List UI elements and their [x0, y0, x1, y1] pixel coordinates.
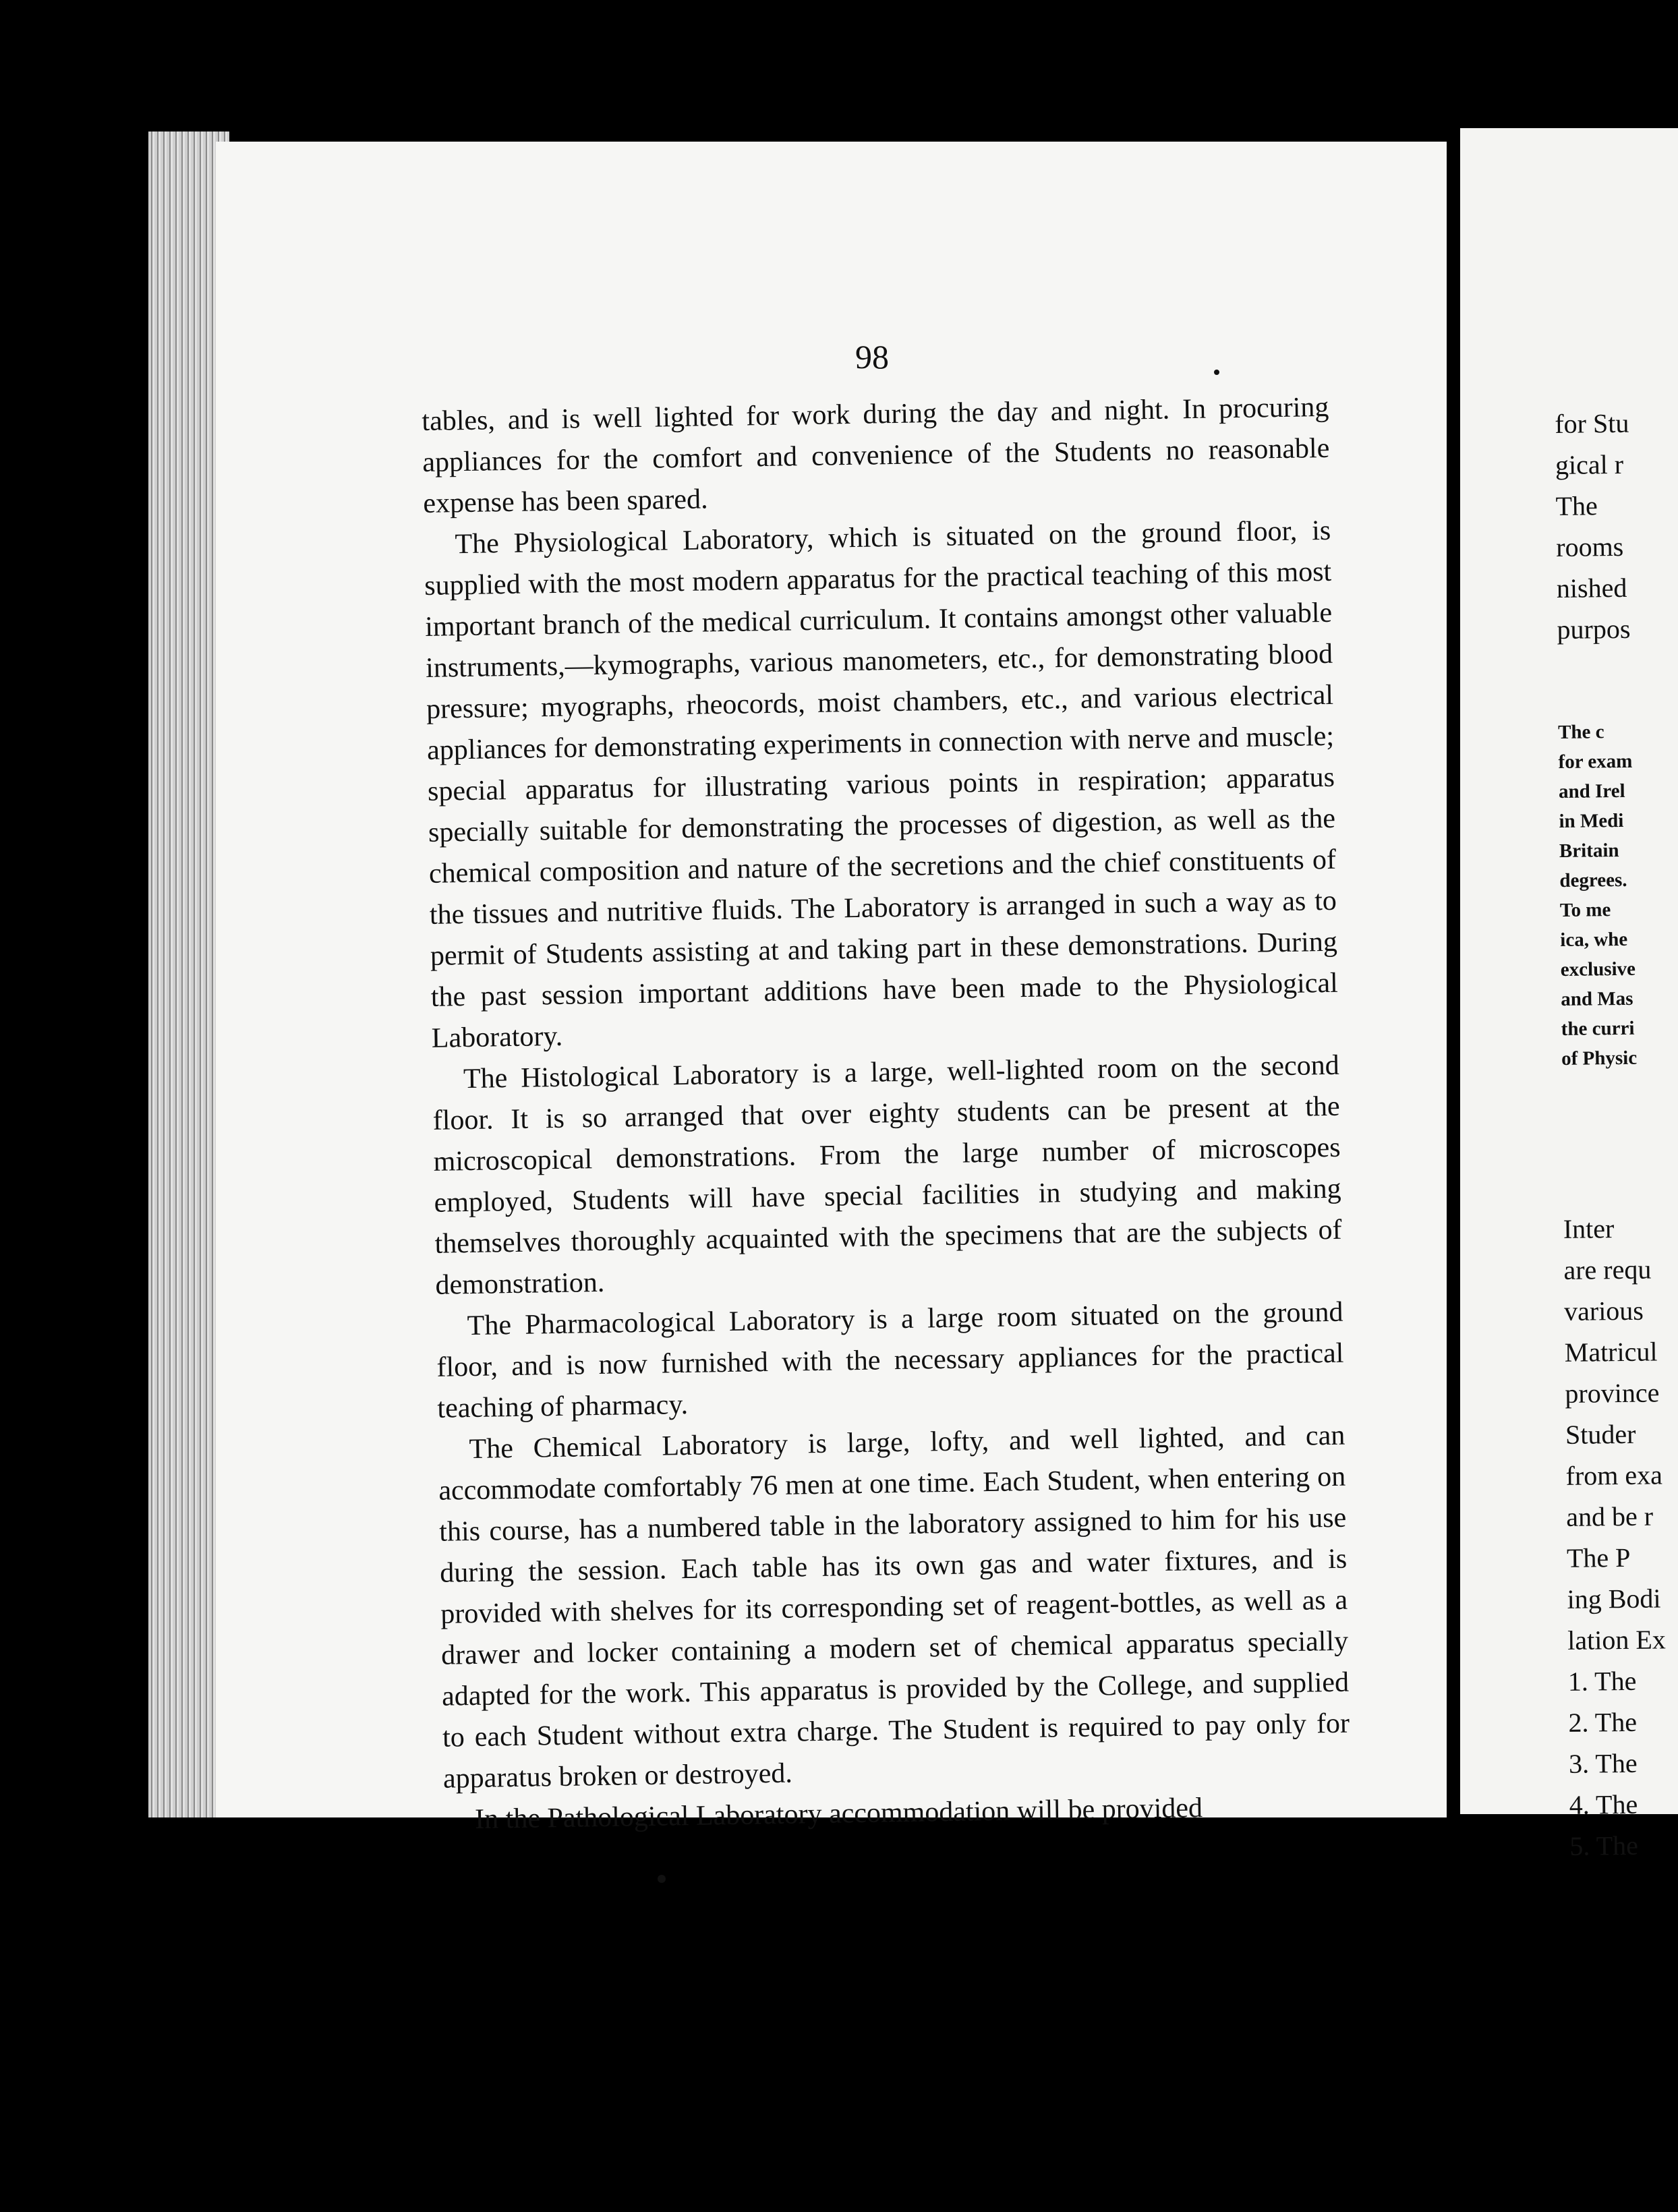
- body-text: [422, 387, 1351, 1841]
- right-line: 2. The: [1568, 1706, 1638, 1738]
- ink-speck: [658, 1875, 666, 1883]
- paragraph-pharmacological-laboratory: The Pharmacological Laboratory is a large room situated on the ground floor, and is now furnished with the necessary appliances for the practical teaching of pharmacy.: [436, 1296, 1344, 1424]
- right-small-line: in Medi: [1559, 809, 1624, 832]
- page-number: 98: [855, 338, 889, 376]
- right-line: 5. The: [1569, 1830, 1639, 1861]
- right-small-line: exclusive: [1560, 958, 1636, 981]
- right-small-line: and Irel: [1558, 780, 1625, 803]
- paragraph-continuation: tables, and is well lighted for work during the day and night. In procuring appliances for the comfort and convenience of the Students no reasonable expense has been spared.: [422, 391, 1330, 519]
- right-line: ing Bodi: [1567, 1583, 1661, 1614]
- right-line: lation Ex: [1567, 1624, 1666, 1656]
- right-page-text: [1555, 402, 1668, 1866]
- right-line: various: [1563, 1295, 1644, 1327]
- right-line: 4. The: [1569, 1788, 1638, 1820]
- right-small-line: To me: [1559, 899, 1611, 921]
- right-line: nished: [1556, 572, 1627, 604]
- paragraph-chemical-laboratory: The Chemical Laboratory is large, lofty, and well lighted, and can accommodate comfortably 76 men at one time. Each Student, when entering on this course, has a numbered table in the laboratory assigned to him for his use during the session. Each table has its own gas and water fixtures, and is provided with shelves for its corresponding set of reagent-bottles, as well as a drawer and locker containing a modern set of chemical apparatus specially adapted for the work. This apparatus is provided by the College, and supplied to each Student without extra charge. The Student is required to pay only for apparatus broken or destroyed.: [438, 1420, 1350, 1795]
- right-small-line: and Mas: [1561, 987, 1633, 1010]
- right-line: purpos: [1557, 613, 1631, 645]
- paragraph-pathological-laboratory: In the Pathological Laboratory accommodation will be provided: [474, 1793, 1203, 1836]
- right-line: Studer: [1565, 1418, 1636, 1450]
- right-small-line: of Physic: [1561, 1047, 1638, 1070]
- ink-speck: [1214, 370, 1219, 375]
- right-small-line: The c: [1557, 721, 1604, 743]
- right-line: 3. The: [1568, 1747, 1638, 1779]
- right-small-line: ica, whe: [1560, 928, 1628, 951]
- right-small-line: Britain: [1559, 840, 1619, 862]
- spacer: [1557, 649, 1656, 718]
- right-line: The: [1555, 490, 1598, 521]
- right-small-line: degrees.: [1559, 869, 1627, 892]
- right-line: Inter: [1563, 1213, 1615, 1244]
- spacer: [1561, 1072, 1661, 1209]
- paragraph-histological-laboratory: The Histological Laboratory is a large, well-lighted room on the second floor. It is so arranged that over eighty students can be present at the microscopical demonstrations. From the large number of microscopes employed, Students will have special facilities in studying and making themselves thoroughly acquainted with the specimens that are the subjects of demonstration.: [432, 1049, 1342, 1301]
- right-line: are requ: [1563, 1254, 1652, 1285]
- right-line: province: [1565, 1377, 1660, 1409]
- right-line: for Stu: [1555, 407, 1629, 439]
- right-line: from exa: [1565, 1459, 1663, 1491]
- right-line: and be r: [1566, 1501, 1654, 1532]
- right-line: gical r: [1555, 448, 1624, 480]
- right-line: The P: [1566, 1542, 1631, 1573]
- right-line: 1. The: [1567, 1665, 1637, 1697]
- paragraph-physiological-laboratory: The Physiological Laboratory, which is situated on the ground floor, is supplied with the most modern apparatus for the practical teaching of this most important branch of the medical curriculum. It contains amongst other valuable instruments,—kymographs, various manometers, etc., for demonstrating blood pressure; myographs, rheocords, moist chambers, etc., and various electrical appliances for demonstrating experiments in connection with nerve and muscle; special apparatus for illustrating various points in respiration; apparatus specially suitable for demonstrating the processes of digestion, as well as the chemical composition and nature of the secretions and the chief constituents of the tissues and nutritive fluids. The Laboratory is arranged in such a way as to permit of Students assisting at and taking part in these demonstrations. During the past session important additions have been made to the Physiological Laboratory.: [424, 515, 1339, 1054]
- right-line: Matricul: [1564, 1336, 1658, 1368]
- right-small-line: the curri: [1561, 1017, 1635, 1040]
- right-small-line: for exam: [1558, 750, 1633, 773]
- right-line: rooms: [1556, 531, 1624, 562]
